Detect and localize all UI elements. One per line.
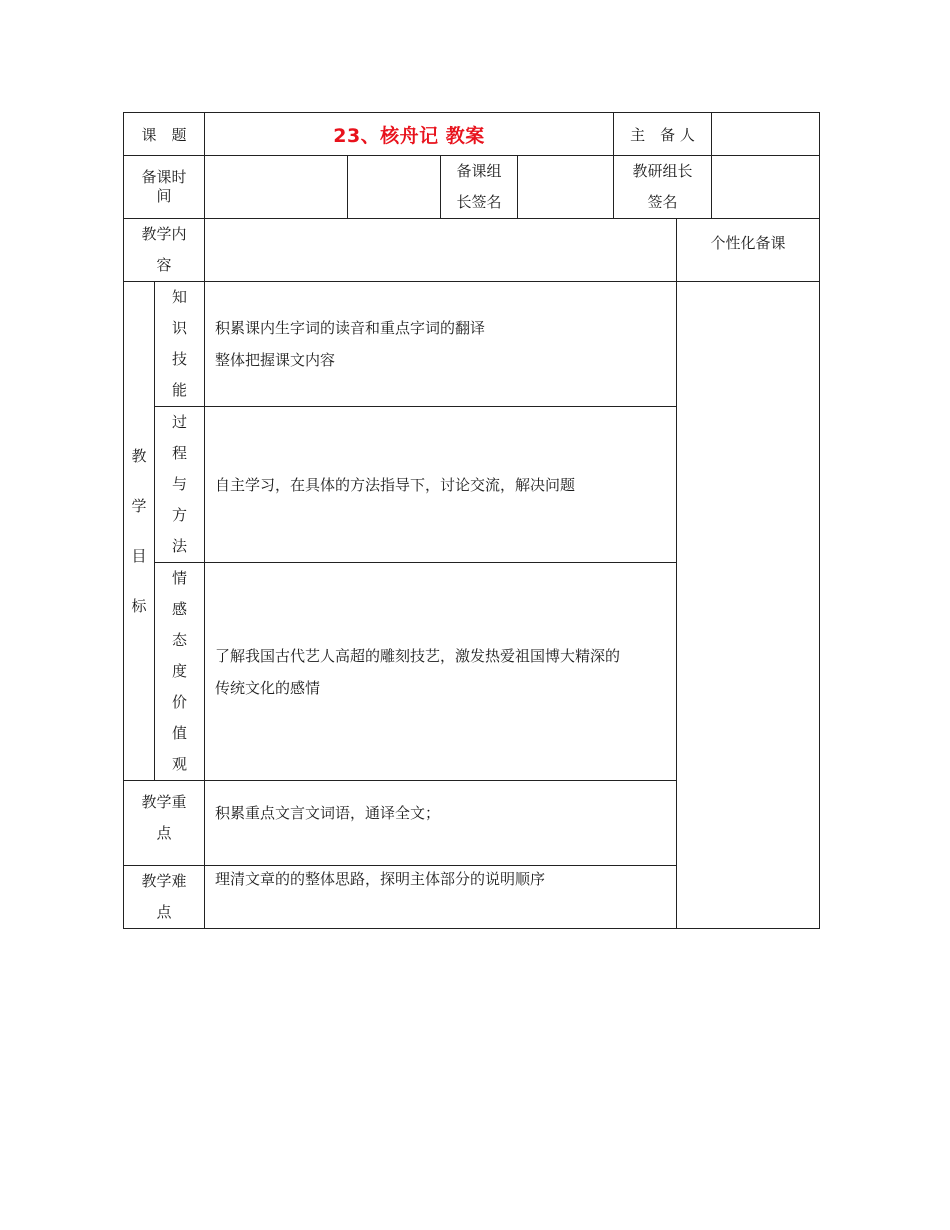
label-char: 知: [172, 288, 188, 306]
personal-prep-area[interactable]: [677, 282, 820, 929]
group-leader-label: [441, 156, 518, 219]
label-char: 度: [172, 662, 188, 680]
goals-group-label: [124, 282, 155, 781]
knowledge-line: 积累课内生字词的读音和重点字词的翻译: [215, 319, 486, 337]
topic-row: [124, 113, 820, 156]
label-char: 技: [172, 350, 188, 368]
content-label-line1: 教学内: [141, 225, 187, 243]
preparer-value[interactable]: [712, 113, 820, 156]
research-leader-signature[interactable]: [712, 156, 820, 219]
process-label: [155, 407, 205, 563]
knowledge-label: [155, 282, 205, 407]
goals-char: 标: [131, 597, 147, 615]
label-char: 值: [172, 724, 188, 742]
label-char: 能: [172, 381, 188, 399]
prep-time-extra[interactable]: [348, 156, 441, 219]
group-leader-label-line2: 长签名: [456, 193, 502, 211]
emotion-text: [205, 563, 677, 781]
label-char: 情: [172, 569, 188, 587]
preparer-label: 主 备 人: [614, 113, 712, 156]
label-char: 观: [172, 755, 188, 773]
prep-time-label: [124, 156, 205, 219]
label-char: 价: [172, 693, 188, 711]
label-char: 程: [172, 444, 188, 462]
knowledge-text: [205, 282, 677, 407]
goals-char: 学: [131, 497, 147, 515]
label-char: 识: [172, 319, 188, 337]
lesson-title: 23、核舟记 教案: [205, 113, 614, 156]
difficulties-text: 理清文章的的整体思路，探明主体部分的说明顺序: [205, 866, 677, 929]
lesson-plan-table: [123, 112, 820, 929]
topic-label: 课 题: [124, 113, 205, 156]
content-value[interactable]: [205, 219, 677, 282]
content-row: [124, 219, 820, 282]
process-text: [205, 407, 677, 563]
key-points-label: [124, 781, 205, 866]
group-leader-signature[interactable]: [518, 156, 614, 219]
label-char: 态: [172, 631, 188, 649]
goals-char: 目: [131, 547, 147, 565]
emotion-label: [155, 563, 205, 781]
content-label: [124, 219, 205, 282]
difficulties-label-line2: 点: [156, 903, 172, 921]
emotion-line: 了解我国古代艺人高超的雕刻技艺，激发热爱祖国博大精深的: [215, 646, 621, 665]
content-label-line2: 容: [156, 256, 172, 274]
prep-time-label-line2: 间: [156, 187, 172, 205]
label-char: 法: [172, 537, 188, 555]
label-char: 方: [172, 506, 188, 524]
goal-knowledge-row: [124, 282, 820, 407]
emotion-line: 传统文化的感情: [215, 678, 321, 697]
research-leader-label-line1: 教研组长: [632, 162, 693, 180]
key-points-label-line2: 点: [156, 824, 172, 842]
label-char: 感: [172, 600, 188, 618]
prep-time-label-line1: 备课时: [141, 168, 187, 186]
key-points-text: 积累重点文言文词语，通译全文；: [205, 781, 677, 866]
label-char: 与: [172, 475, 188, 493]
research-leader-label-line2: 签名: [647, 193, 678, 211]
personal-prep-label: 个性化备课: [677, 219, 820, 282]
process-line: 自主学习，在具体的方法指导下，讨论交流，解决问题: [215, 475, 576, 494]
knowledge-line: 整体把握课文内容: [215, 351, 336, 369]
prep-time-row: [124, 156, 820, 219]
difficulties-label: [124, 866, 205, 929]
difficulties-label-line1: 教学难: [141, 872, 187, 890]
group-leader-label-line1: 备课组: [456, 162, 502, 180]
research-leader-label: [614, 156, 712, 219]
label-char: 过: [172, 413, 188, 431]
prep-time-value[interactable]: [205, 156, 348, 219]
key-points-label-line1: 教学重: [141, 793, 187, 811]
goals-char: 教: [131, 447, 147, 465]
